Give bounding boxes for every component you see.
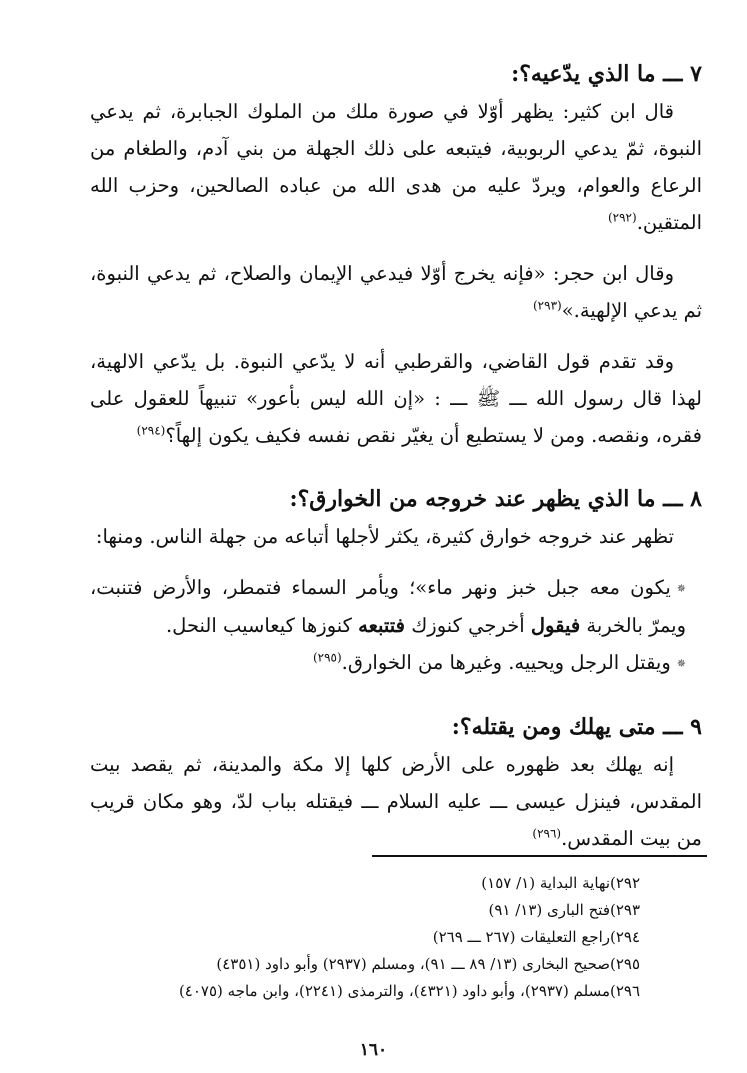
page-number: ١٦٠ — [359, 1040, 388, 1060]
section-8-bullet-2 — [90, 644, 702, 682]
bullet-1-bold-2: فتتبعه — [358, 614, 405, 637]
footnote-294 — [100, 924, 640, 951]
section-8-heading: ٨ ـــ ما الذي يظهر عند خروجه من الخوارق؟: — [289, 486, 702, 512]
footnote-293 — [100, 897, 640, 924]
footnotes — [100, 870, 640, 1005]
footnote-292 — [100, 870, 640, 897]
bullet-1-bold-1: فيقول — [530, 614, 581, 637]
bullet-asterisk-icon: ✵ — [676, 657, 686, 670]
footnote-ref-296: (٢٩٦) — [532, 826, 562, 841]
footnote-number: ٢٩٢) — [609, 874, 640, 892]
footnote-text: فتح البارى (١٣/ ٩١) — [488, 901, 610, 919]
section-8-paragraph-1: تظهر عند خروجه خوارق كثيرة، يكثر لأجلها أتباعه من جهلة الناس. ومنها: — [95, 525, 674, 548]
section-7-heading: ٧ ـــ ما الذي يدّعيه؟: — [511, 61, 702, 87]
section-9-paragraph-1 — [90, 746, 702, 857]
footnote-separator — [372, 855, 707, 857]
footnote-text: مسلم (٢٩٣٧)، وأبو داود (٤٣٢١)، والترمذى (٢٢٤١)، وابن ماجه (٤٠٧٥) — [178, 982, 610, 1000]
footnote-number: ٢٩٦) — [609, 982, 640, 1000]
footnote-text: صحيح البخارى (١٣/ ٨٩ ـــ ٩١)، ومسلم (٢٩٣٧) وأبو داود (٤٣٥١) — [216, 955, 610, 973]
section-7-paragraph-3 — [90, 343, 702, 454]
footnote-295 — [100, 951, 640, 978]
section-8-bullet-1 — [90, 569, 702, 644]
bullet-1-text-a: يكون معه جبل خبز ونهر ماء»؛ ويأمر السماء فتمطر، والأرض فتنبت، ويمرّ بالخربة — [90, 576, 686, 637]
bullet-1-text-b: أخرجي كنوزك — [405, 614, 531, 637]
section-7-paragraph-2 — [90, 255, 702, 329]
footnote-ref-294: (٢٩٤) — [136, 423, 166, 438]
bullet-asterisk-icon: ✵ — [676, 582, 686, 595]
section-7-paragraph-3-text: وقد تقدم قول القاضي، والقرطبي أنه لا يدّعي النبوة. بل يدّعي الالهية، لهذا قال رسول الله ـــ ﷺ ـــ : «إن الله ليس بأعور» تنبيهاً للعقول على فقره، ونقصه. ومن لا يستطيع أن يغيّر نقص نفسه فكيف يكون إلهاً؟ — [90, 350, 702, 447]
footnote-ref-293: (٢٩٣) — [532, 298, 562, 313]
footnote-ref-295: (٢٩٥) — [312, 650, 342, 665]
section-9-paragraph-1-text: إنه يهلك بعد ظهوره على الأرض كلها إلا مكة والمدينة، ثم يقصد بيت المقدس، فينزل عيسى ـــ عليه السلام ـــ فيقتله بباب لدّ، وهو مكان قريب من بيت المقدس. — [90, 753, 702, 850]
footnote-296 — [100, 978, 640, 1005]
section-9-heading: ٩ ـــ متى يهلك ومن يقتله؟: — [451, 714, 702, 740]
footnote-text: نهاية البداية (١/ ١٥٧) — [481, 874, 610, 892]
bullet-1-text-c: كنوزها كيعاسيب النحل. — [165, 614, 359, 637]
section-7-paragraph-2-text: وقال ابن حجر: «فإنه يخرج أوّلا فيدعي الإيمان والصلاح، ثم يدعي النبوة، ثم يدعي الإلهية.» — [90, 262, 702, 322]
section-7-paragraph-1-text: قال ابن كثير: يظهر أوّلا في صورة ملك من الملوك الجبابرة، ثم يدعي النبوة، ثمّ يدعي الربوبية، فيتبعه على ذلك الجهلة من بني آدم، والطغام من الرعاع والعوام، ويردّ عليه من هدى الله من عباده الصالحين، وحزب الله المتقين. — [90, 100, 702, 234]
section-7-paragraph-1 — [90, 93, 702, 241]
footnote-number: ٢٩٣) — [609, 901, 640, 919]
footnote-number: ٢٩٤) — [609, 928, 640, 946]
footnote-text: راجع التعليقات (٢٦٧ ـــ ٢٦٩) — [432, 928, 610, 946]
page-body — [90, 55, 702, 857]
bullet-2-text: ويقتل الرجل ويحييه. وغيرها من الخوارق. — [341, 651, 671, 674]
footnote-ref-292: (٢٩٢) — [607, 210, 637, 225]
footnote-number: ٢٩٥) — [609, 955, 640, 973]
